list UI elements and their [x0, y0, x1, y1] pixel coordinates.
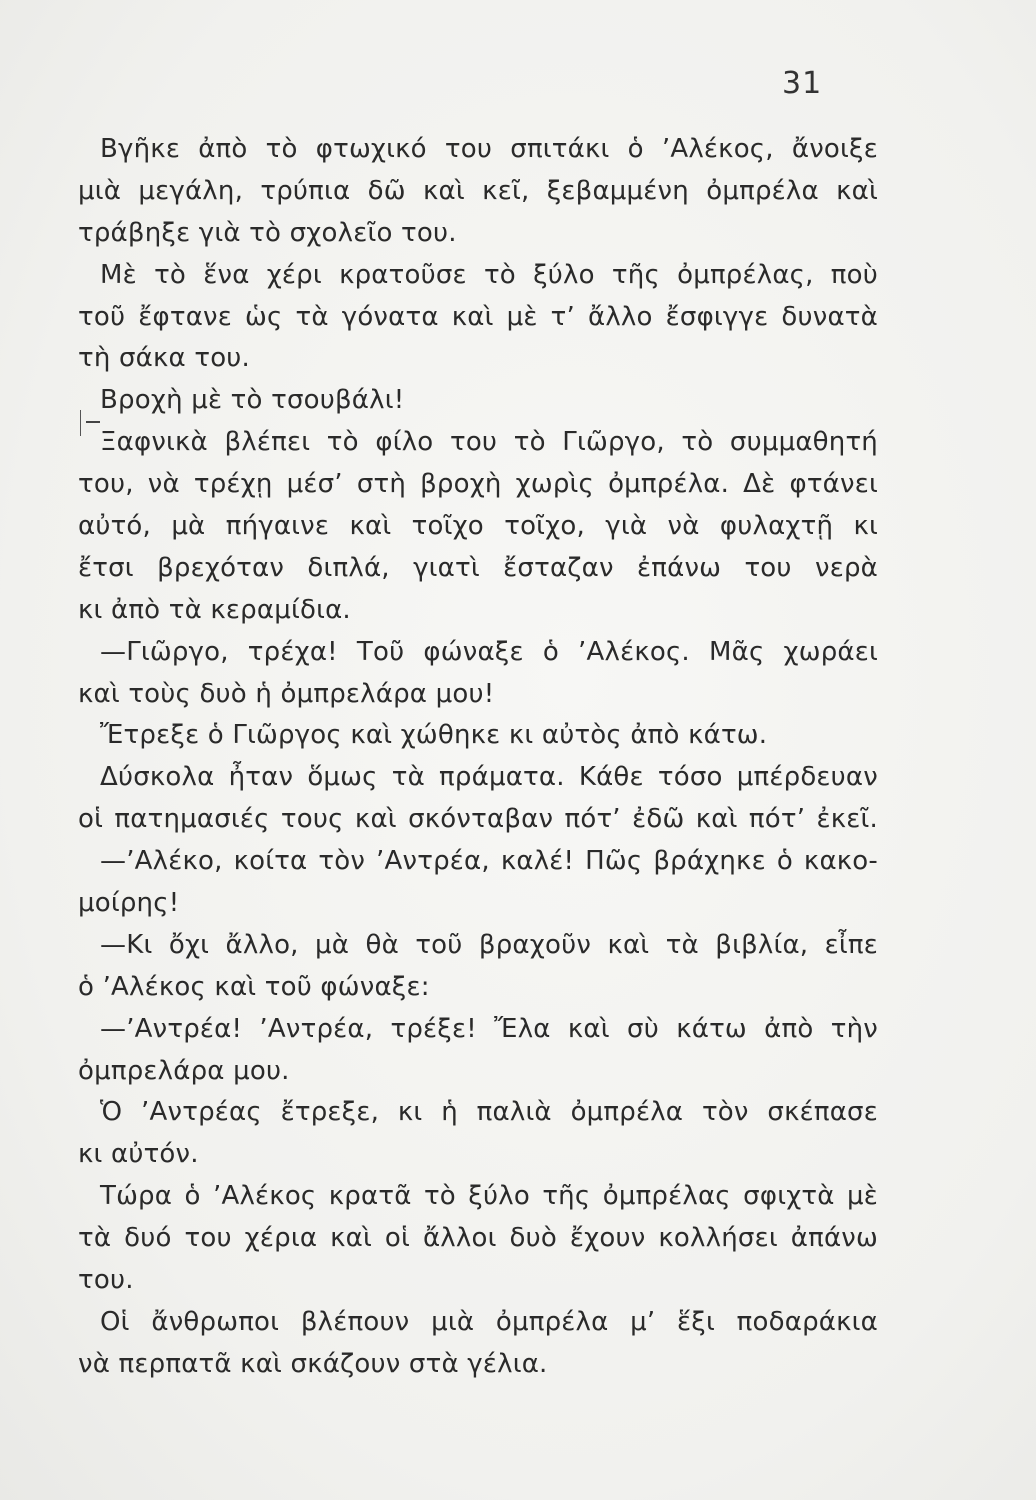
text-line: Οἱ ἄνθρωποι βλέπουν μιὰ ὀμπρέλα μ’ ἕξι ποδαράκια: [100, 1306, 878, 1337]
text-line: —’Αλέκο, κοίτα τὸν ’Αντρέα, καλέ! Πῶς βράχηκε ὁ κακο-: [100, 846, 878, 877]
text-line: του, νὰ τρέχῃ μέσ’ στὴ βροχὴ χωρὶς ὀμπρέλα. Δὲ φτάνει: [78, 469, 878, 500]
text-line: νὰ περπατᾶ καὶ σκάζουν στὰ γέλια.: [78, 1348, 548, 1379]
text-line: κι ἀπὸ τὰ κεραμίδια.: [78, 594, 351, 625]
text-line: —Κι ὄχι ἄλλο, μὰ θὰ τοῦ βραχοῦν καὶ τὰ βιβλία, εἶπε: [100, 929, 878, 960]
text-line: αὐτό, μὰ πήγαινε καὶ τοῖχο τοῖχο, γιὰ νὰ φυλαχτῇ κι: [78, 511, 878, 542]
text-line: Βγῆκε ἀπὸ τὸ φτωχικό του σπιτάκι ὁ ’Αλέκος, ἄνοιξε: [100, 134, 878, 164]
text-line: οἱ πατημασιές τους καὶ σκόνταβαν πότ’ ἐδῶ καὶ πότ’ ἐκεῖ.: [78, 804, 878, 835]
text-line: μοίρης!: [78, 888, 180, 919]
text-line: —Γιῶργο, τρέχα! Τοῦ φώναξε ὁ ’Αλέκος. Μᾶς χωράει: [100, 636, 878, 667]
page-number: 31: [782, 66, 823, 101]
text-line: Τώρα ὁ ’Αλέκος κρατᾶ τὸ ξύλο τῆς ὀμπρέλας σφιχτὰ μὲ: [100, 1181, 878, 1212]
text-line: ἔτσι βρεχόταν διπλά, γιατὶ ἔσταζαν ἐπάνω του νερὰ: [78, 552, 878, 583]
text-line: Ὁ ’Αντρέας ἔτρεξε, κι ἡ παλιὰ ὀμπρέλα τὸν σκέπασε: [100, 1097, 878, 1128]
text-line: μιὰ μεγάλη, τρύπια δῶ καὶ κεῖ, ξεβαμμένη ὀμπρέλα καὶ: [78, 175, 878, 206]
text-line: τράβηξε γιὰ τὸ σχολεῖο του.: [78, 217, 457, 248]
text-line: τὴ σάκα του.: [78, 343, 251, 374]
text-line: Βροχὴ μὲ τὸ τσουβάλι!: [100, 385, 405, 416]
text-line: καὶ τοὺς δυὸ ἡ ὀμπρελάρα μου!: [78, 678, 495, 709]
text-line: κι αὐτόν.: [78, 1139, 199, 1170]
text-line: —’Αντρέα! ’Αντρέα, τρέξε! Ἔλα καὶ σὺ κάτω ἀπὸ τὴν: [100, 1013, 878, 1044]
text-line: τὰ δυό του χέρια καὶ οἱ ἄλλοι δυὸ ἔχουν κολλήσει ἀπάνω: [78, 1223, 878, 1254]
text-line: ὀμπρελάρα μου.: [78, 1055, 290, 1086]
text-line: Μὲ τὸ ἕνα χέρι κρατοῦσε τὸ ξύλο τῆς ὀμπρέλας, ποὺ: [100, 259, 878, 290]
text-line: Ξαφνικὰ βλέπει τὸ φίλο του τὸ Γιῶργο, τὸ συμμαθητή: [100, 427, 878, 458]
text-line: Δύσκολα ἦταν ὅμως τὰ πράματα. Κάθε τόσο μπέρδευαν: [100, 762, 878, 793]
text-line: του.: [78, 1265, 134, 1296]
text-line: τοῦ ἔφτανε ὡς τὰ γόνατα καὶ μὲ τ’ ἄλλο ἔσφιγγε δυνατὰ: [78, 301, 878, 332]
text-line: ὁ ’Αλέκος καὶ τοῦ φώναξε:: [78, 971, 430, 1002]
story-text: [78, 129, 878, 1386]
text-line: Ἔτρεξε ὁ Γιῶργος καὶ χώθηκε κι αὐτὸς ἀπὸ κάτω.: [100, 720, 768, 751]
